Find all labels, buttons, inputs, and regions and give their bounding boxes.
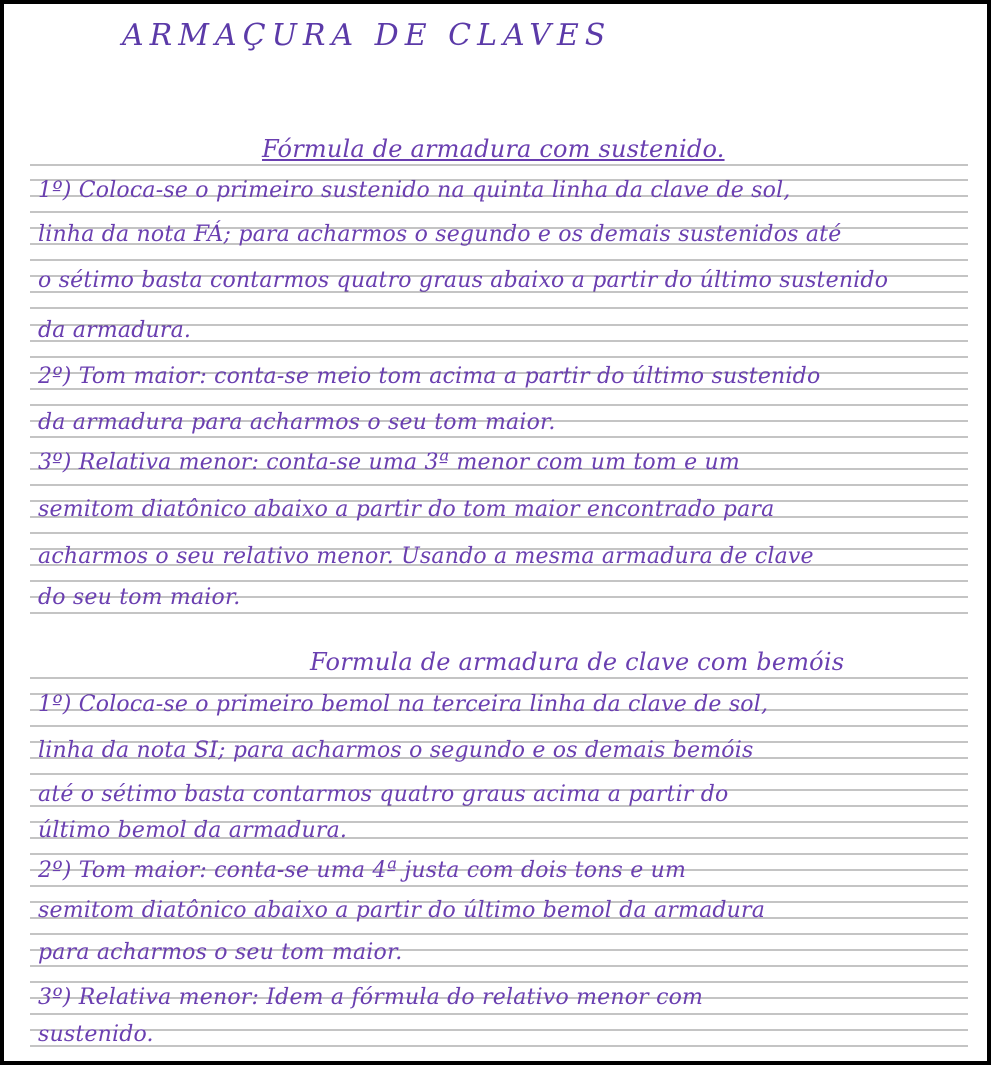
sharps-line-1: 1º) Coloca-se o primeiro sustenido na quinta linha da clave de sol, (38, 178, 791, 203)
flats-line-5: 2º) Tom maior: conta-se uma 4ª justa com dois tons e um (38, 858, 687, 883)
page-title: ARMAÇURA DE CLAVES (122, 18, 612, 53)
flats-line-8: 3º) Relativa menor: Idem a fórmula do relativo menor com (38, 985, 704, 1010)
sharps-line-8: semitom diatônico abaixo a partir do tom maior encontrado para (38, 497, 775, 522)
sharps-line-10: do seu tom maior. (38, 585, 241, 610)
sharps-line-3: o sétimo basta contarmos quatro graus abaixo a partir do último sustenido (38, 268, 889, 293)
flats-line-1: 1º) Coloca-se o primeiro bemol na terceira linha da clave de sol, (38, 692, 769, 717)
section-heading-sharps: Fórmula de armadura com sustenido. (262, 135, 725, 163)
flats-line-2: linha da nota SI; para acharmos o segundo e os demais bemóis (38, 738, 754, 763)
sharps-line-5: 2º) Tom maior: conta-se meio tom acima a partir do último sustenido (38, 364, 821, 389)
sharps-line-9: acharmos o seu relativo menor. Usando a mesma armadura de clave (38, 544, 814, 569)
sharps-line-2: linha da nota FÁ; para acharmos o segundo e os demais sustenidos até (38, 222, 842, 247)
flats-line-9: sustenido. (38, 1022, 154, 1047)
sharps-line-6: da armadura para acharmos o seu tom maior. (38, 410, 556, 435)
flats-line-4: último bemol da armadura. (38, 818, 348, 843)
flats-line-3: até o sétimo basta contarmos quatro graus acima a partir do (38, 782, 729, 807)
flats-line-7: para acharmos o seu tom maior. (38, 940, 403, 965)
sharps-line-4: da armadura. (38, 318, 192, 343)
sharps-line-7: 3º) Relativa menor: conta-se uma 3ª menor com um tom e um (38, 450, 740, 475)
flats-line-6: semitom diatônico abaixo a partir do último bemol da armadura (38, 898, 766, 923)
section-heading-flats: Formula de armadura de clave com bemóis (310, 648, 845, 676)
